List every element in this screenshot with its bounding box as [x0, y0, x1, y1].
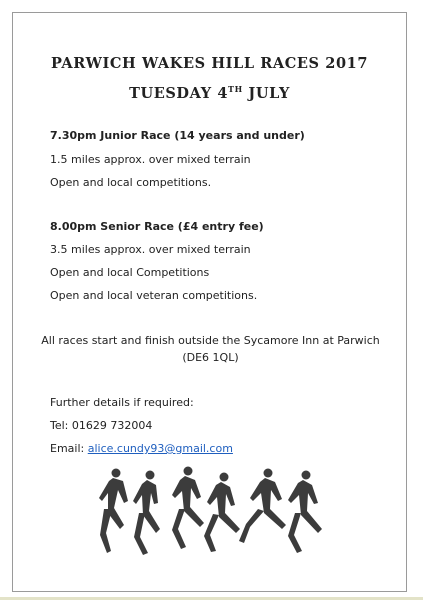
junior-race-competitions: Open and local competitions. [50, 176, 212, 189]
venue-postcode: (DE6 1QL) [182, 351, 239, 364]
poster-date [13, 84, 406, 102]
race-poster [12, 12, 407, 592]
junior-race-distance: 1.5 miles approx. over mixed terrain [50, 153, 251, 166]
junior-race-heading: 7.30pm Junior Race (14 years and under) [50, 129, 305, 142]
runners-illustration [98, 463, 328, 563]
contact-intro: Further details if required: [50, 396, 194, 409]
runner-2-icon [133, 471, 160, 556]
poster-title: PARWICH WAKES HILL RACES 2017 [50, 55, 369, 72]
date-month: JULY [242, 85, 290, 102]
contact-telephone: Tel: 01629 732004 [50, 419, 153, 432]
contact-email-row [50, 442, 233, 455]
date-ordinal: TH [228, 84, 243, 94]
date-day: TUESDAY 4 [129, 85, 229, 102]
runner-6-icon [288, 471, 322, 554]
email-link[interactable]: alice.cundy93@gmail.com [87, 442, 233, 455]
senior-race-veteran: Open and local veteran competitions. [50, 289, 258, 302]
email-label: Email: [50, 442, 88, 455]
runner-1-icon [99, 469, 128, 554]
runner-3-icon [172, 467, 204, 550]
runner-5-icon [239, 469, 286, 544]
venue-line: All races start and finish outside the Sycamore Inn at Parwich [41, 334, 380, 347]
senior-race-competitions: Open and local Competitions [50, 266, 210, 279]
senior-race-heading: 8.00pm Senior Race (£4 entry fee) [50, 220, 264, 233]
runner-4-icon [204, 473, 240, 553]
page-divider [0, 597, 423, 600]
senior-race-distance: 3.5 miles approx. over mixed terrain [50, 243, 251, 256]
